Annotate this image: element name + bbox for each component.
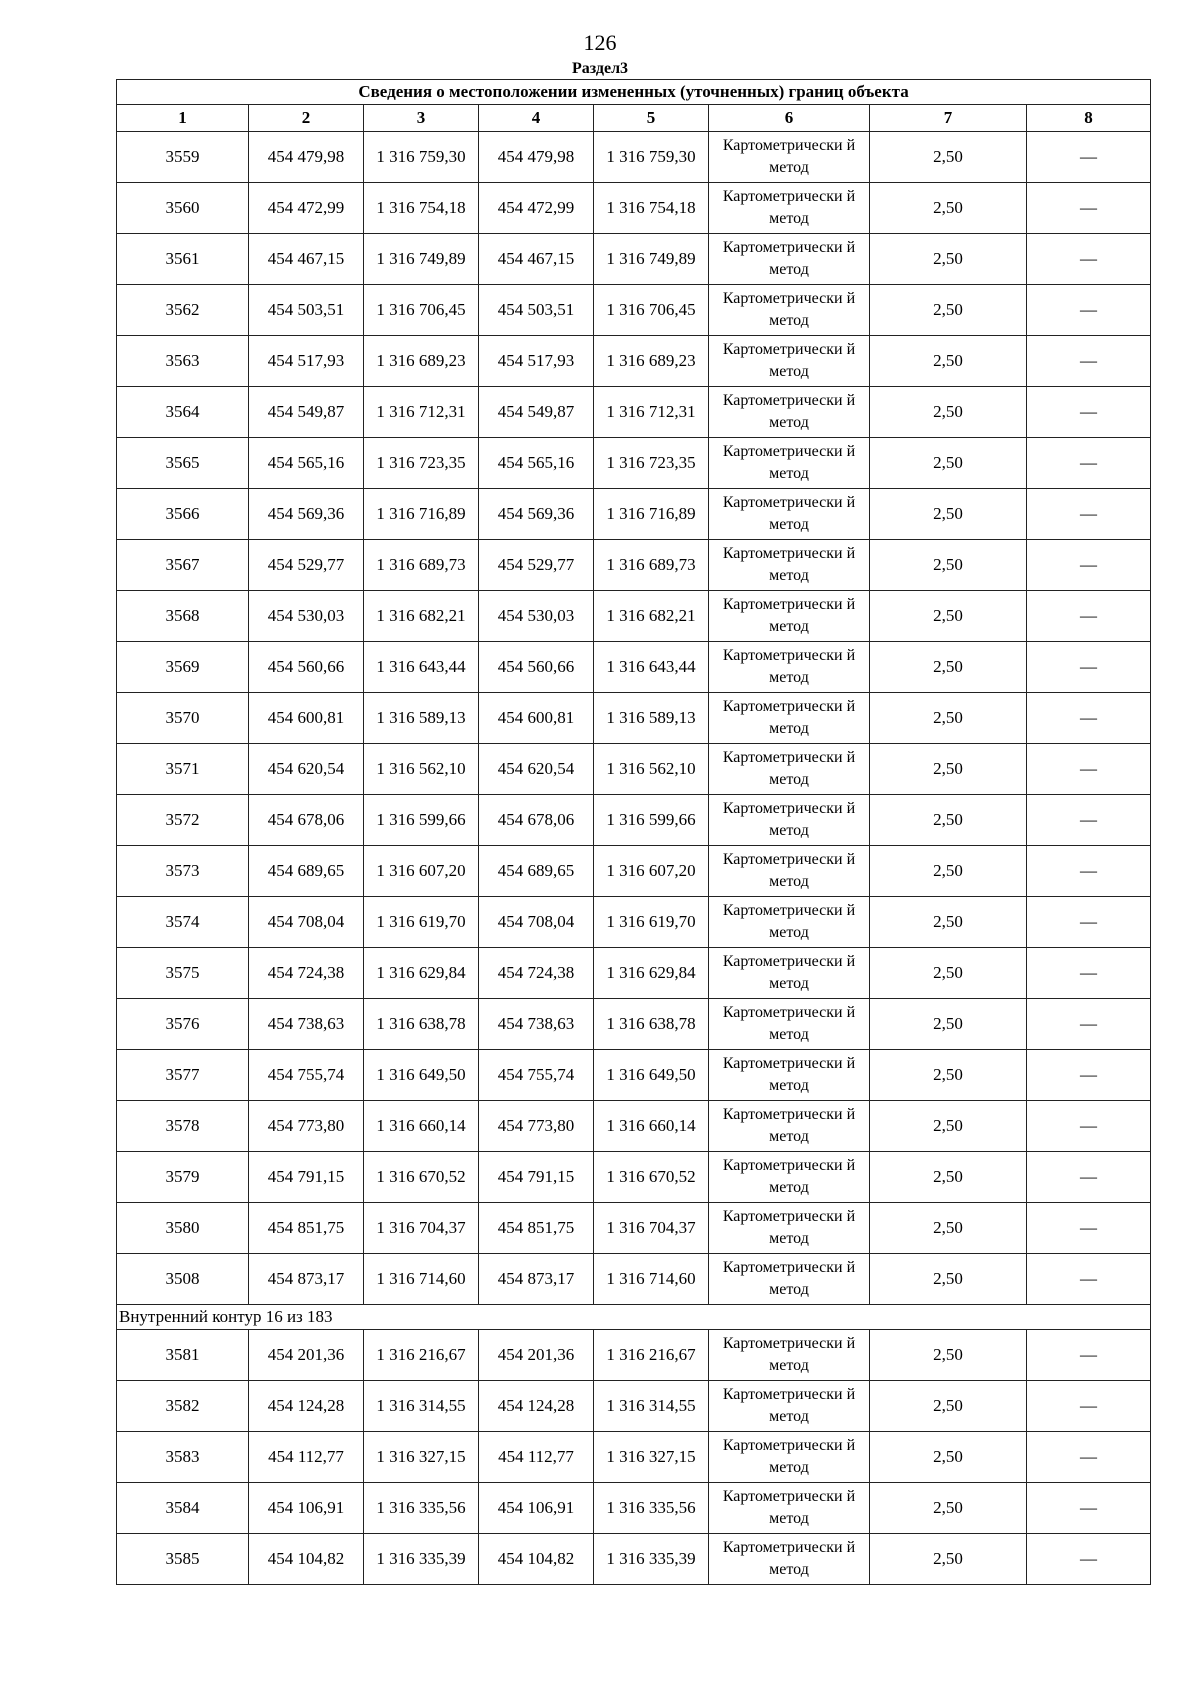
cell-y-new: 1 316 682,21 [594,591,709,642]
table-body [117,132,1151,1585]
cell-y-new: 1 316 619,70 [594,897,709,948]
cell-x-new: 454 467,15 [479,234,594,285]
cell-x-new: 454 689,65 [479,846,594,897]
cell-method: Картометрически й метод [709,999,870,1050]
cell-description: — [1027,591,1151,642]
cell-y-new: 1 316 643,44 [594,642,709,693]
cell-x-old: 454 467,15 [249,234,364,285]
cell-x-new: 454 479,98 [479,132,594,183]
cell-method: Картометрически й метод [709,591,870,642]
cell-x-new: 454 112,77 [479,1432,594,1483]
cell-method: Картометрически й метод [709,642,870,693]
cell-x-new: 454 600,81 [479,693,594,744]
table-row [117,489,1151,540]
table-row [117,438,1151,489]
cell-method: Картометрически й метод [709,1330,870,1381]
cell-x-new: 454 106,91 [479,1483,594,1534]
cell-point-number: 3572 [117,795,249,846]
cell-y-new: 1 316 754,18 [594,183,709,234]
table-row [117,846,1151,897]
cell-x-old: 454 851,75 [249,1203,364,1254]
cell-x-old: 454 724,38 [249,948,364,999]
cell-x-new: 454 678,06 [479,795,594,846]
cell-x-new: 454 104,82 [479,1534,594,1585]
cell-accuracy: 2,50 [870,1432,1027,1483]
cell-accuracy: 2,50 [870,489,1027,540]
cell-point-number: 3571 [117,744,249,795]
table-row [117,1483,1151,1534]
cell-accuracy: 2,50 [870,1254,1027,1305]
cell-y-old: 1 316 660,14 [364,1101,479,1152]
cell-y-old: 1 316 643,44 [364,642,479,693]
cell-accuracy: 2,50 [870,948,1027,999]
cell-y-new: 1 316 638,78 [594,999,709,1050]
cell-y-old: 1 316 716,89 [364,489,479,540]
table-row [117,795,1151,846]
cell-x-old: 454 565,16 [249,438,364,489]
cell-method: Картометрически й метод [709,1203,870,1254]
cell-x-old: 454 530,03 [249,591,364,642]
cell-method: Картометрически й метод [709,540,870,591]
cell-accuracy: 2,50 [870,642,1027,693]
cell-y-new: 1 316 759,30 [594,132,709,183]
cell-point-number: 3562 [117,285,249,336]
cell-method: Картометрически й метод [709,948,870,999]
cell-point-number: 3585 [117,1534,249,1585]
cell-description: — [1027,1534,1151,1585]
contour-label: Внутренний контур 16 из 183 [117,1305,1151,1330]
cell-x-new: 454 517,93 [479,336,594,387]
cell-y-new: 1 316 712,31 [594,387,709,438]
cell-method: Картометрически й метод [709,234,870,285]
cell-y-old: 1 316 327,15 [364,1432,479,1483]
table-row [117,1381,1151,1432]
cell-x-old: 454 529,77 [249,540,364,591]
cell-point-number: 3583 [117,1432,249,1483]
cell-point-number: 3564 [117,387,249,438]
cell-y-old: 1 316 619,70 [364,897,479,948]
cell-method: Картометрически й метод [709,1483,870,1534]
cell-y-new: 1 316 562,10 [594,744,709,795]
cell-point-number: 3560 [117,183,249,234]
table-row [117,1254,1151,1305]
cell-x-new: 454 569,36 [479,489,594,540]
table-row [117,1152,1151,1203]
cell-y-new: 1 316 689,73 [594,540,709,591]
cell-y-new: 1 316 670,52 [594,1152,709,1203]
table-row [117,1050,1151,1101]
cell-x-new: 454 201,36 [479,1330,594,1381]
cell-point-number: 3582 [117,1381,249,1432]
cell-x-old: 454 479,98 [249,132,364,183]
cell-method: Картометрически й метод [709,1101,870,1152]
cell-method: Картометрически й метод [709,336,870,387]
cell-description: — [1027,897,1151,948]
table-row [117,1101,1151,1152]
cell-method: Картометрически й метод [709,387,870,438]
table-row [117,1432,1151,1483]
cell-accuracy: 2,50 [870,1203,1027,1254]
cell-method: Картометрически й метод [709,438,870,489]
cell-accuracy: 2,50 [870,897,1027,948]
cell-x-old: 454 106,91 [249,1483,364,1534]
cell-description: — [1027,183,1151,234]
cell-y-old: 1 316 629,84 [364,948,479,999]
section-heading: Раздел3 [571,60,629,77]
table-row [117,540,1151,591]
cell-x-old: 454 791,15 [249,1152,364,1203]
column-number-row [117,105,1151,132]
cell-accuracy: 2,50 [870,132,1027,183]
cell-x-old: 454 708,04 [249,897,364,948]
cell-method: Картометрически й метод [709,1050,870,1101]
cell-accuracy: 2,50 [870,846,1027,897]
table-row [117,336,1151,387]
cell-accuracy: 2,50 [870,999,1027,1050]
cell-accuracy: 2,50 [870,540,1027,591]
cell-method: Картометрически й метод [709,693,870,744]
cell-description: — [1027,489,1151,540]
cell-point-number: 3576 [117,999,249,1050]
cell-y-new: 1 316 589,13 [594,693,709,744]
cell-x-new: 454 738,63 [479,999,594,1050]
cell-y-new: 1 316 216,67 [594,1330,709,1381]
cell-y-old: 1 316 638,78 [364,999,479,1050]
cell-description: — [1027,234,1151,285]
cell-y-new: 1 316 723,35 [594,438,709,489]
cell-y-old: 1 316 599,66 [364,795,479,846]
column-number: 7 [870,105,1027,132]
cell-y-new: 1 316 714,60 [594,1254,709,1305]
page-number: 126 [583,30,617,55]
cell-x-old: 454 620,54 [249,744,364,795]
cell-y-new: 1 316 716,89 [594,489,709,540]
cell-method: Картометрически й метод [709,132,870,183]
cell-y-old: 1 316 754,18 [364,183,479,234]
cell-description: — [1027,1101,1151,1152]
cell-accuracy: 2,50 [870,795,1027,846]
cell-method: Картометрически й метод [709,183,870,234]
cell-point-number: 3577 [117,1050,249,1101]
cell-y-old: 1 316 335,39 [364,1534,479,1585]
cell-x-new: 454 529,77 [479,540,594,591]
column-number: 2 [249,105,364,132]
cell-y-new: 1 316 704,37 [594,1203,709,1254]
cell-accuracy: 2,50 [870,1330,1027,1381]
cell-x-new: 454 773,80 [479,1101,594,1152]
cell-point-number: 3581 [117,1330,249,1381]
cell-description: — [1027,132,1151,183]
cell-description: — [1027,1203,1151,1254]
table-row [117,744,1151,795]
cell-y-old: 1 316 562,10 [364,744,479,795]
cell-x-old: 454 569,36 [249,489,364,540]
cell-x-new: 454 708,04 [479,897,594,948]
cell-accuracy: 2,50 [870,1483,1027,1534]
cell-y-new: 1 316 335,56 [594,1483,709,1534]
column-number: 5 [594,105,709,132]
cell-method: Картометрически й метод [709,744,870,795]
cell-point-number: 3508 [117,1254,249,1305]
cell-x-old: 454 549,87 [249,387,364,438]
cell-y-new: 1 316 749,89 [594,234,709,285]
cell-description: — [1027,1432,1151,1483]
cell-x-old: 454 104,82 [249,1534,364,1585]
cell-accuracy: 2,50 [870,183,1027,234]
cell-accuracy: 2,50 [870,1101,1027,1152]
column-number: 3 [364,105,479,132]
cell-y-old: 1 316 712,31 [364,387,479,438]
cell-description: — [1027,1050,1151,1101]
cell-method: Картометрически й метод [709,897,870,948]
column-number: 6 [709,105,870,132]
cell-point-number: 3580 [117,1203,249,1254]
cell-y-new: 1 316 689,23 [594,336,709,387]
cell-accuracy: 2,50 [870,234,1027,285]
table-row [117,1330,1151,1381]
cell-x-new: 454 755,74 [479,1050,594,1101]
cell-accuracy: 2,50 [870,387,1027,438]
cell-method: Картометрически й метод [709,1381,870,1432]
cell-y-old: 1 316 216,67 [364,1330,479,1381]
cell-y-old: 1 316 706,45 [364,285,479,336]
cell-y-new: 1 316 649,50 [594,1050,709,1101]
cell-point-number: 3565 [117,438,249,489]
cell-point-number: 3578 [117,1101,249,1152]
cell-x-new: 454 503,51 [479,285,594,336]
cell-accuracy: 2,50 [870,591,1027,642]
cell-x-new: 454 620,54 [479,744,594,795]
cell-description: — [1027,1254,1151,1305]
cell-description: — [1027,336,1151,387]
cell-accuracy: 2,50 [870,1152,1027,1203]
cell-accuracy: 2,50 [870,438,1027,489]
table-row [117,387,1151,438]
cell-x-new: 454 791,15 [479,1152,594,1203]
cell-method: Картометрически й метод [709,1254,870,1305]
cell-y-new: 1 316 629,84 [594,948,709,999]
cell-x-old: 454 755,74 [249,1050,364,1101]
cell-point-number: 3573 [117,846,249,897]
cell-y-old: 1 316 314,55 [364,1381,479,1432]
cell-description: — [1027,540,1151,591]
cell-description: — [1027,795,1151,846]
cell-method: Картометрически й метод [709,1152,870,1203]
cell-y-old: 1 316 689,73 [364,540,479,591]
table-row [117,1534,1151,1585]
table-row [117,591,1151,642]
table-row [117,999,1151,1050]
cell-x-new: 454 472,99 [479,183,594,234]
cell-accuracy: 2,50 [870,1381,1027,1432]
cell-method: Картометрически й метод [709,795,870,846]
cell-description: — [1027,948,1151,999]
cell-y-new: 1 316 335,39 [594,1534,709,1585]
cell-method: Картометрически й метод [709,1534,870,1585]
cell-description: — [1027,1152,1151,1203]
cell-y-old: 1 316 649,50 [364,1050,479,1101]
cell-description: — [1027,846,1151,897]
cell-y-old: 1 316 589,13 [364,693,479,744]
cell-description: — [1027,1330,1151,1381]
cell-x-old: 454 689,65 [249,846,364,897]
cell-method: Картометрически й метод [709,489,870,540]
cell-x-new: 454 851,75 [479,1203,594,1254]
cell-x-old: 454 201,36 [249,1330,364,1381]
cell-y-new: 1 316 314,55 [594,1381,709,1432]
cell-description: — [1027,999,1151,1050]
cell-y-new: 1 316 607,20 [594,846,709,897]
cell-x-new: 454 560,66 [479,642,594,693]
cell-x-old: 454 112,77 [249,1432,364,1483]
cell-y-old: 1 316 749,89 [364,234,479,285]
table-row [117,948,1151,999]
cell-x-old: 454 738,63 [249,999,364,1050]
cell-point-number: 3566 [117,489,249,540]
cell-x-old: 454 600,81 [249,693,364,744]
column-number: 4 [479,105,594,132]
cell-description: — [1027,693,1151,744]
cell-description: — [1027,1381,1151,1432]
cell-method: Картометрически й метод [709,285,870,336]
cell-x-old: 454 560,66 [249,642,364,693]
cell-x-old: 454 873,17 [249,1254,364,1305]
table-title: Сведения о местоположении измененных (уточненных) границ объекта [117,80,1151,105]
cell-x-old: 454 773,80 [249,1101,364,1152]
cell-point-number: 3559 [117,132,249,183]
cell-accuracy: 2,50 [870,1050,1027,1101]
cell-accuracy: 2,50 [870,1534,1027,1585]
column-number: 1 [117,105,249,132]
table-row [117,132,1151,183]
cell-x-new: 454 124,28 [479,1381,594,1432]
table-row [117,285,1151,336]
cell-accuracy: 2,50 [870,285,1027,336]
cell-x-new: 454 549,87 [479,387,594,438]
cell-method: Картометрически й метод [709,846,870,897]
cell-y-old: 1 316 607,20 [364,846,479,897]
table-row [117,693,1151,744]
cell-x-old: 454 678,06 [249,795,364,846]
cell-description: — [1027,285,1151,336]
cell-y-old: 1 316 682,21 [364,591,479,642]
cell-point-number: 3570 [117,693,249,744]
table-row [117,1203,1151,1254]
cell-description: — [1027,1483,1151,1534]
cell-description: — [1027,387,1151,438]
cell-y-new: 1 316 599,66 [594,795,709,846]
cell-method: Картометрически й метод [709,1432,870,1483]
cell-y-old: 1 316 335,56 [364,1483,479,1534]
cell-x-old: 454 503,51 [249,285,364,336]
cell-point-number: 3568 [117,591,249,642]
cell-x-new: 454 530,03 [479,591,594,642]
cell-x-old: 454 472,99 [249,183,364,234]
cell-x-old: 454 517,93 [249,336,364,387]
cell-point-number: 3574 [117,897,249,948]
cell-description: — [1027,438,1151,489]
column-number: 8 [1027,105,1151,132]
cell-y-old: 1 316 759,30 [364,132,479,183]
cell-point-number: 3575 [117,948,249,999]
cell-y-old: 1 316 723,35 [364,438,479,489]
cell-y-old: 1 316 704,37 [364,1203,479,1254]
cell-y-old: 1 316 689,23 [364,336,479,387]
cell-point-number: 3579 [117,1152,249,1203]
cell-point-number: 3561 [117,234,249,285]
cell-y-new: 1 316 327,15 [594,1432,709,1483]
cell-accuracy: 2,50 [870,693,1027,744]
cell-x-new: 454 873,17 [479,1254,594,1305]
cell-y-new: 1 316 660,14 [594,1101,709,1152]
table-row [117,897,1151,948]
contour-group-row [117,1305,1151,1330]
cell-point-number: 3567 [117,540,249,591]
cell-y-old: 1 316 670,52 [364,1152,479,1203]
table-row [117,234,1151,285]
cell-point-number: 3569 [117,642,249,693]
cell-description: — [1027,744,1151,795]
table-row [117,642,1151,693]
cell-point-number: 3584 [117,1483,249,1534]
cell-x-new: 454 724,38 [479,948,594,999]
cell-description: — [1027,642,1151,693]
coordinates-table [116,79,1151,1585]
cell-y-new: 1 316 706,45 [594,285,709,336]
cell-accuracy: 2,50 [870,336,1027,387]
cell-x-old: 454 124,28 [249,1381,364,1432]
cell-y-old: 1 316 714,60 [364,1254,479,1305]
cell-point-number: 3563 [117,336,249,387]
cell-x-new: 454 565,16 [479,438,594,489]
table-row [117,183,1151,234]
cell-accuracy: 2,50 [870,744,1027,795]
